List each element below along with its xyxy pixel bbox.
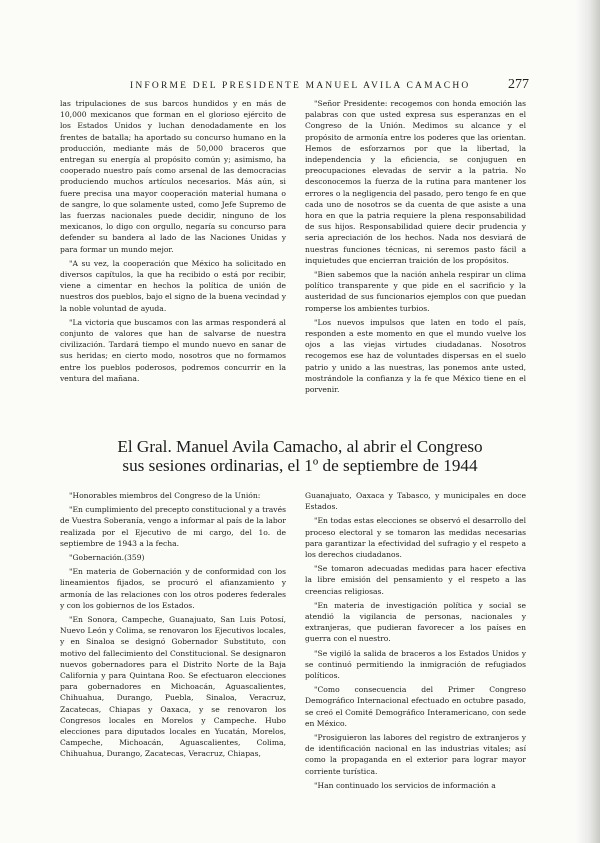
paragraph: las tripulaciones de sus barcos hundidos y en más de 10,000 mexicanos que forman en el glorioso ejército de los Estados Unidos y luchan denodadamente en los frentes de batalla; ha aportado su concurso humano en la producción, mediante más de 50,000 braceros que entregan su energía al propósito común y; asimismo, ha cooperado nuestro país como arsenal de las democracias produciendo muchos artículos necesarios. Más aún, si fuere precisa una mayor cooperación material humana o de sangre, lo que solamente usted, como Jefe Supremo de las fuerzas nacionales puede decidir, ninguno de los mexicanos, lo digo con orgullo, negaría su concurso para defender su bandera al lado de las Naciones Unidas y para formar un mundo mejor. xyxy=(60,99,286,254)
top-left-column xyxy=(60,98,286,387)
paragraph: "Los nuevos impulsos que laten en todo el país, responden a este momento en que el mundo vuelve los ojos a las viejas virtudes ciudadanas. Nosotros recogemos ese haz de voluntades dispersas en el suelo patrio y unido a las nuestras, las ponemos ante usted, mostrándole la confianza y la fe que México tiene en el porvenir. xyxy=(305,317,526,395)
subheading-paragraph: "Gobernación.(359) xyxy=(69,553,145,563)
paragraph: "En Sonora, Campeche, Guanajuato, San Luis Potosí, Nuevo León y Colima, se renovaron los Ejecutivos locales, y en Sinaloa se designó Gobernador Substituto, con motivo del fallecimiento del Constitucional. Se designaron nuevos gobernadores para el Distrito Norte de la Baja California y para Quintana Roo. Se efectuaron elecciones para gobernadores en Michoacán, Aguascalientes, Chihuahua, Durango, Puebla, Sinaloa, Veracruz, Zacatecas, Chiapas y Oaxaca, y se renovaron los Congresos locales en Morelos y Campeche. Hubo elecciones para diputados locales en Yucatán, Morelos, Campeche, Michoacán, Aguascalientes, Colima, Chihuahua, Durango, Zacatecas, Veracruz, Chiapas, xyxy=(60,615,286,759)
paragraph: "En materia de investigación política y social se atendió la vigilancia de personas, nacionales y extranjeras, que pudieran favorecer a los países en guerra con el nuestro. xyxy=(305,600,526,644)
paragraph: "En todas estas elecciones se observó el desarrollo del proceso electoral y se tomaron las medidas necesarias para garantizar la efectividad del sufragio y el respeto a los derechos ciudadanos. xyxy=(305,516,526,560)
paragraph: Guanajuato, Oaxaca y Tabasco, y municipales en doce Estados. xyxy=(305,491,526,512)
bottom-left-column xyxy=(60,490,286,763)
paragraph: "Se vigiló la salida de braceros a los Estados Unidos y se continuó permitiendo la inmigración de refugiados políticos. xyxy=(305,648,526,681)
section-heading xyxy=(100,437,500,475)
page-edge-shadow xyxy=(576,0,600,843)
section-heading-line-1: El Gral. Manuel Avila Camacho, al abrir el Congreso xyxy=(117,437,483,456)
section-heading-line-2: sus sesiones ordinarias, el 1º de septiembre de 1944 xyxy=(122,456,478,475)
paragraph: "La victoria que buscamos con las armas responderá al conjunto de valores que han de salvarse de nuestra civilización. Tardará tiempo el mundo nuevo en sanar de sus heridas; en cierto modo, nosotros que no formamos entre los pueblos poderosos, podremos concurrir en la ventura del mañana. xyxy=(60,317,286,383)
paragraph: "En materia de Gobernación y de conformidad con los lineamientos fijados, se procuró el afianzamiento y armonía de las relaciones con los otros poderes federales y con los gobiernos de los Estados. xyxy=(60,567,286,610)
paragraph: "En cumplimiento del precepto constitucional y a través de Vuestra Soberanía, vengo a informar al país de la labor realizada por el Ejecutivo de mi cargo, del 1o. de septiembre de 1943 a la fecha. xyxy=(60,505,286,548)
page-number: 277 xyxy=(508,77,529,92)
paragraph: "Se tomaron adecuadas medidas para hacer efectiva la libre emisión del pensamiento y el respeto a las creencias religiosas. xyxy=(305,564,526,596)
paragraph: "Prosiguieron las labores del registro de extranjeros y de identificación nacional en las industrias vitales; así como la propaganda en el exterior para lograr mayor corriente turística. xyxy=(305,733,526,776)
paragraph: "Señor Presidente: recogemos con honda emoción las palabras con que usted expresa sus esperanzas en el Congreso de la Unión. Medimos su alcance y el propósito de armonía entre los poderes que las orientan. Hemos de esforzarnos por que la libertad, la independencia y la eficiencia, se conjuguen en preocupaciones elevadas de servir a la patria. No desconocemos la fuerza de la rutina para mantener los errores o la negligencia del pasado, pero tengo fe en que cada uno de nosotros se da cuenta de que asiste a una hora en que la patria requiere la plena responsabilidad de sus hijos. Responsabilidad quiere decir prudencia y seria apreciación de los hechos. Nada nos desviará de nuestras funciones técnicas, ni seremos pasto fácil a inquietudes que encierran traición de los propósitos. xyxy=(305,99,526,265)
bottom-right-column xyxy=(305,490,526,794)
top-right-column xyxy=(305,98,526,398)
paragraph: "Como consecuencia del Primer Congreso Demográfico Internacional efectuado en octubre pasado, se creó el Comité Demográfico Interamericano, con sede en México. xyxy=(305,685,526,728)
paragraph: "Han continuado los servicios de información a xyxy=(314,780,496,790)
paragraph: "Honorables miembros del Congreso de la Unión: xyxy=(69,491,261,500)
paragraph: "A su vez, la cooperación que México ha solicitado en diversos capítulos, la que ha recibido o está por recibir, viene a cimentar en hechos la política de unión de nuestros dos pueblos, bajo el signo de la buena vecindad y la noble voluntad de ayuda. xyxy=(60,258,286,313)
running-title: INFORME DEL PRESIDENTE MANUEL AVILA CAMACHO xyxy=(130,81,471,91)
paragraph: "Bien sabemos que la nación anhela respirar un clima político transparente y que pide en el sacrificio y la austeridad de sus funcionarios ejemplos con que puedan romperse los ambientes turbios. xyxy=(305,270,526,313)
